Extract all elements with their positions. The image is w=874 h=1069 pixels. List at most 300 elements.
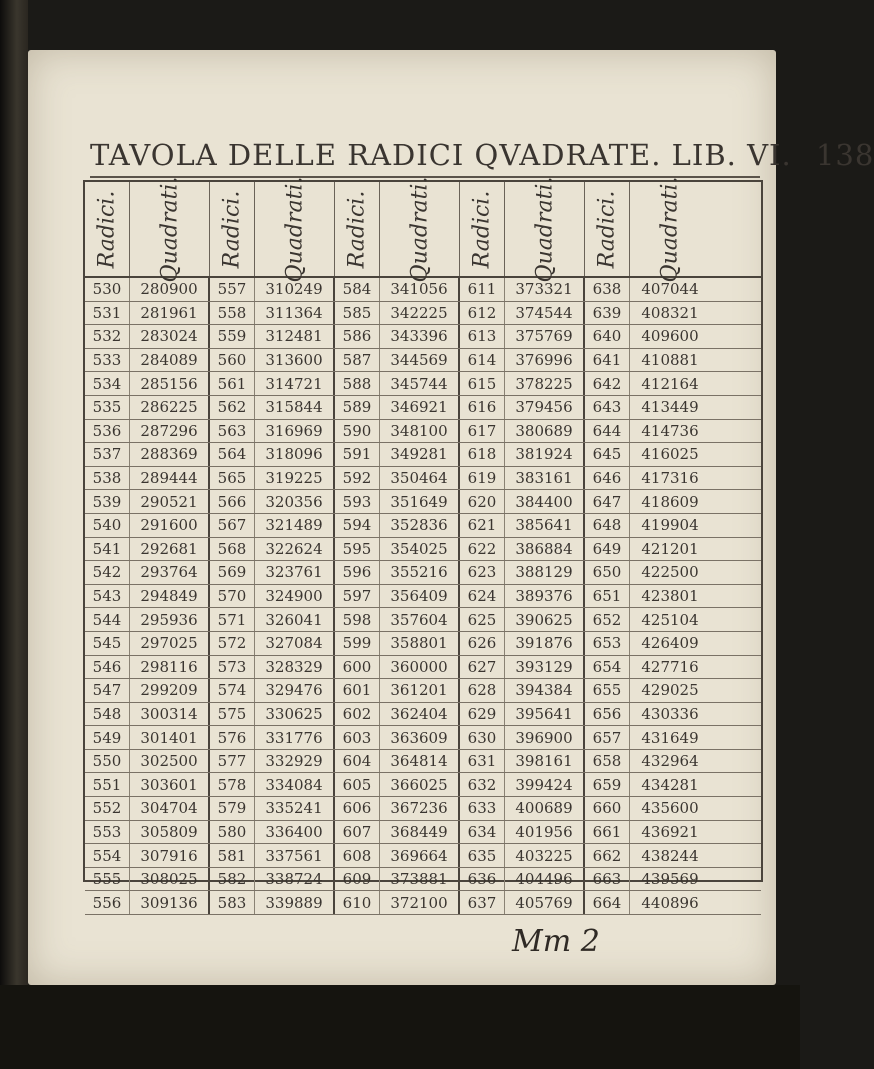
square-cell: 313600 bbox=[255, 349, 335, 372]
square-cell: 375769 bbox=[505, 325, 585, 348]
square-cell: 412164 bbox=[641, 374, 699, 393]
square-cell: 297025 bbox=[130, 632, 210, 655]
table-row bbox=[85, 302, 761, 326]
dark-background bbox=[0, 985, 800, 1069]
root-cell: 556 bbox=[85, 891, 130, 914]
root-cell: 605 bbox=[335, 773, 380, 796]
root-cell: 598 bbox=[335, 608, 380, 631]
square-cell: 292681 bbox=[130, 538, 210, 561]
square-cell: 344569 bbox=[380, 349, 460, 372]
root-cell: 607 bbox=[335, 821, 380, 844]
root-cell: 628 bbox=[460, 679, 505, 702]
square-cell: 426409 bbox=[641, 634, 699, 653]
square-cell: 280900 bbox=[130, 278, 210, 301]
square-cell: 310249 bbox=[255, 278, 335, 301]
root-cell: 602 bbox=[335, 703, 380, 726]
root-cell: 551 bbox=[85, 773, 130, 796]
root-cell: 662 bbox=[585, 844, 630, 867]
square-cell: 309136 bbox=[130, 891, 210, 914]
square-cell: 288369 bbox=[130, 443, 210, 466]
root-cell: 577 bbox=[210, 750, 255, 773]
root-cell: 644 bbox=[585, 420, 630, 443]
root-cell: 531 bbox=[85, 302, 130, 325]
root-cell: 625 bbox=[460, 608, 505, 631]
square-cell: 439569 bbox=[641, 870, 699, 889]
page-number: 138 bbox=[815, 138, 874, 172]
root-cell: 550 bbox=[85, 750, 130, 773]
root-cell: 568 bbox=[210, 538, 255, 561]
square-cell: 305809 bbox=[130, 821, 210, 844]
square-cell: 314721 bbox=[255, 372, 335, 395]
square-cell: 322624 bbox=[255, 538, 335, 561]
header-label: Radici. bbox=[469, 190, 495, 268]
table-row bbox=[85, 868, 761, 892]
root-cell: 627 bbox=[460, 656, 505, 679]
root-cell: 571 bbox=[210, 608, 255, 631]
root-cell: 603 bbox=[335, 726, 380, 749]
root-cell: 600 bbox=[335, 656, 380, 679]
root-cell: 601 bbox=[335, 679, 380, 702]
root-cell: 544 bbox=[85, 608, 130, 631]
square-cell: 345744 bbox=[380, 372, 460, 395]
signature-mark: Mm 2 bbox=[512, 924, 600, 959]
root-cell: 572 bbox=[210, 632, 255, 655]
root-cell: 640 bbox=[585, 325, 630, 348]
table-row bbox=[85, 632, 761, 656]
root-cell: 643 bbox=[585, 396, 630, 419]
root-cell: 663 bbox=[585, 868, 630, 891]
root-cell: 647 bbox=[585, 490, 630, 513]
root-cell: 646 bbox=[585, 467, 630, 490]
square-cell: 329476 bbox=[255, 679, 335, 702]
table-row bbox=[85, 514, 761, 538]
square-cell: 373881 bbox=[380, 868, 460, 891]
table-row bbox=[85, 396, 761, 420]
table-row bbox=[85, 349, 761, 373]
square-cell: 351649 bbox=[380, 490, 460, 513]
table-row bbox=[85, 703, 761, 727]
square-cell: 383161 bbox=[505, 467, 585, 490]
root-cell: 615 bbox=[460, 372, 505, 395]
root-cell: 664 bbox=[585, 891, 630, 914]
root-cell: 570 bbox=[210, 585, 255, 608]
root-cell: 618 bbox=[460, 443, 505, 466]
root-cell: 548 bbox=[85, 703, 130, 726]
root-cell: 638 bbox=[585, 278, 630, 301]
square-cell: 423801 bbox=[641, 587, 699, 606]
root-cell: 579 bbox=[210, 797, 255, 820]
square-cell: 331776 bbox=[255, 726, 335, 749]
square-cell: 308025 bbox=[130, 868, 210, 891]
square-cell: 427716 bbox=[641, 657, 699, 676]
header-radici bbox=[85, 182, 130, 276]
root-cell: 589 bbox=[335, 396, 380, 419]
header-label: Quadrati. bbox=[532, 176, 558, 282]
root-cell: 606 bbox=[335, 797, 380, 820]
title-text: TAVOLA DELLE RADICI QVADRATE. LIB. VI. bbox=[90, 138, 792, 172]
square-cell: 404496 bbox=[505, 868, 585, 891]
square-cell: 318096 bbox=[255, 443, 335, 466]
header-radici bbox=[210, 182, 255, 276]
root-cell: 530 bbox=[85, 278, 130, 301]
square-cell: 413449 bbox=[641, 398, 699, 417]
square-cell: 316969 bbox=[255, 420, 335, 443]
square-cell: 338724 bbox=[255, 868, 335, 891]
square-cell: 293764 bbox=[130, 561, 210, 584]
root-cell: 654 bbox=[585, 656, 630, 679]
root-cell: 582 bbox=[210, 868, 255, 891]
header-quadrati bbox=[505, 176, 585, 282]
square-cell: 360000 bbox=[380, 656, 460, 679]
square-cell: 385641 bbox=[505, 514, 585, 537]
root-cell: 632 bbox=[460, 773, 505, 796]
square-cell: 394384 bbox=[505, 679, 585, 702]
root-cell: 633 bbox=[460, 797, 505, 820]
root-cell: 634 bbox=[460, 821, 505, 844]
square-cell: 391876 bbox=[505, 632, 585, 655]
square-cell: 419904 bbox=[641, 516, 699, 535]
root-cell: 611 bbox=[460, 278, 505, 301]
root-cell: 659 bbox=[585, 773, 630, 796]
root-cell: 636 bbox=[460, 868, 505, 891]
root-cell: 626 bbox=[460, 632, 505, 655]
square-cell: 311364 bbox=[255, 302, 335, 325]
table-row bbox=[85, 656, 761, 680]
square-cell: 368449 bbox=[380, 821, 460, 844]
square-cell: 398161 bbox=[505, 750, 585, 773]
root-cell: 660 bbox=[585, 797, 630, 820]
root-cell: 576 bbox=[210, 726, 255, 749]
root-cell: 574 bbox=[210, 679, 255, 702]
root-cell: 629 bbox=[460, 703, 505, 726]
table-row bbox=[85, 891, 761, 915]
square-cell: 326041 bbox=[255, 608, 335, 631]
root-cell: 561 bbox=[210, 372, 255, 395]
square-cell: 298116 bbox=[130, 656, 210, 679]
root-cell: 597 bbox=[335, 585, 380, 608]
square-cell: 328329 bbox=[255, 656, 335, 679]
square-cell: 301401 bbox=[130, 726, 210, 749]
header-quadrati bbox=[255, 176, 335, 282]
square-cell: 408321 bbox=[641, 303, 699, 322]
root-cell: 536 bbox=[85, 420, 130, 443]
root-cell: 547 bbox=[85, 679, 130, 702]
root-cell: 653 bbox=[585, 632, 630, 655]
square-cell: 289444 bbox=[130, 467, 210, 490]
square-cell: 366025 bbox=[380, 773, 460, 796]
header-label: Quadrati. bbox=[657, 176, 683, 282]
square-cell: 320356 bbox=[255, 490, 335, 513]
root-cell: 645 bbox=[585, 443, 630, 466]
root-cell: 581 bbox=[210, 844, 255, 867]
square-cell: 336400 bbox=[255, 821, 335, 844]
square-cell: 380689 bbox=[505, 420, 585, 443]
root-cell: 661 bbox=[585, 821, 630, 844]
header-quadrati bbox=[380, 176, 460, 282]
square-cell: 376996 bbox=[505, 349, 585, 372]
root-cell: 596 bbox=[335, 561, 380, 584]
root-cell: 578 bbox=[210, 773, 255, 796]
square-cell: 436921 bbox=[641, 822, 699, 841]
header-label: Quadrati. bbox=[407, 176, 433, 282]
square-cell: 388129 bbox=[505, 561, 585, 584]
root-cell: 537 bbox=[85, 443, 130, 466]
square-cell: 323761 bbox=[255, 561, 335, 584]
square-cell: 327084 bbox=[255, 632, 335, 655]
square-cell: 389376 bbox=[505, 585, 585, 608]
square-cell: 284089 bbox=[130, 349, 210, 372]
root-cell: 545 bbox=[85, 632, 130, 655]
root-cell: 657 bbox=[585, 726, 630, 749]
square-cell: 303601 bbox=[130, 773, 210, 796]
table-row bbox=[85, 372, 761, 396]
root-cell: 558 bbox=[210, 302, 255, 325]
root-cell: 553 bbox=[85, 821, 130, 844]
square-cell: 302500 bbox=[130, 750, 210, 773]
square-cell: 417316 bbox=[641, 469, 699, 488]
root-cell: 535 bbox=[85, 396, 130, 419]
square-cell: 393129 bbox=[505, 656, 585, 679]
square-cell: 400689 bbox=[505, 797, 585, 820]
square-cell: 438244 bbox=[641, 846, 699, 865]
square-cell: 361201 bbox=[380, 679, 460, 702]
root-cell: 594 bbox=[335, 514, 380, 537]
root-cell: 620 bbox=[460, 490, 505, 513]
square-cell: 425104 bbox=[641, 610, 699, 629]
root-cell: 624 bbox=[460, 585, 505, 608]
square-cell: 343396 bbox=[380, 325, 460, 348]
square-cell: 356409 bbox=[380, 585, 460, 608]
square-cell: 300314 bbox=[130, 703, 210, 726]
root-cell: 546 bbox=[85, 656, 130, 679]
root-cell: 649 bbox=[585, 538, 630, 561]
square-cell: 379456 bbox=[505, 396, 585, 419]
root-cell: 591 bbox=[335, 443, 380, 466]
square-cell: 315844 bbox=[255, 396, 335, 419]
root-cell: 563 bbox=[210, 420, 255, 443]
root-cell: 567 bbox=[210, 514, 255, 537]
square-cell: 390625 bbox=[505, 608, 585, 631]
square-cell: 409600 bbox=[641, 327, 699, 346]
root-cell: 608 bbox=[335, 844, 380, 867]
root-cell: 599 bbox=[335, 632, 380, 655]
root-cell: 622 bbox=[460, 538, 505, 561]
square-cell: 373321 bbox=[505, 278, 585, 301]
table-header-row bbox=[85, 176, 761, 282]
table-row bbox=[85, 844, 761, 868]
square-cell: 335241 bbox=[255, 797, 335, 820]
root-cell: 539 bbox=[85, 490, 130, 513]
square-cell: 363609 bbox=[380, 726, 460, 749]
square-cell: 290521 bbox=[130, 490, 210, 513]
table-row bbox=[85, 750, 761, 774]
root-cell: 590 bbox=[335, 420, 380, 443]
table-row bbox=[85, 585, 761, 609]
root-cell: 623 bbox=[460, 561, 505, 584]
root-cell: 560 bbox=[210, 349, 255, 372]
root-cell: 613 bbox=[460, 325, 505, 348]
square-cell: 319225 bbox=[255, 467, 335, 490]
table-row bbox=[85, 420, 761, 444]
square-cell: 332929 bbox=[255, 750, 335, 773]
root-cell: 533 bbox=[85, 349, 130, 372]
square-cell: 295936 bbox=[130, 608, 210, 631]
square-cell: 339889 bbox=[255, 891, 335, 914]
root-cell: 631 bbox=[460, 750, 505, 773]
root-cell: 619 bbox=[460, 467, 505, 490]
square-cell: 381924 bbox=[505, 443, 585, 466]
root-cell: 559 bbox=[210, 325, 255, 348]
root-cell: 614 bbox=[460, 349, 505, 372]
square-cell: 395641 bbox=[505, 703, 585, 726]
root-cell: 534 bbox=[85, 372, 130, 395]
square-cell: 294849 bbox=[130, 585, 210, 608]
root-cell: 557 bbox=[210, 278, 255, 301]
root-cell: 540 bbox=[85, 514, 130, 537]
root-cell: 543 bbox=[85, 585, 130, 608]
root-cell: 573 bbox=[210, 656, 255, 679]
root-cell: 650 bbox=[585, 561, 630, 584]
square-cell: 372100 bbox=[380, 891, 460, 914]
root-cell: 564 bbox=[210, 443, 255, 466]
root-cell: 651 bbox=[585, 585, 630, 608]
square-cell: 334084 bbox=[255, 773, 335, 796]
square-cell: 286225 bbox=[130, 396, 210, 419]
root-cell: 580 bbox=[210, 821, 255, 844]
table-row bbox=[85, 608, 761, 632]
root-cell: 532 bbox=[85, 325, 130, 348]
square-cell: 399424 bbox=[505, 773, 585, 796]
header-radici bbox=[460, 182, 505, 276]
square-cell: 346921 bbox=[380, 396, 460, 419]
root-cell: 584 bbox=[335, 278, 380, 301]
root-cell: 592 bbox=[335, 467, 380, 490]
root-cell: 588 bbox=[335, 372, 380, 395]
root-cell: 595 bbox=[335, 538, 380, 561]
root-cell: 566 bbox=[210, 490, 255, 513]
square-cell: 432964 bbox=[641, 752, 699, 771]
square-cell: 421201 bbox=[641, 539, 699, 558]
table-row bbox=[85, 821, 761, 845]
square-cell: 285156 bbox=[130, 372, 210, 395]
root-cell: 609 bbox=[335, 868, 380, 891]
table-row bbox=[85, 679, 761, 703]
square-cell: 369664 bbox=[380, 844, 460, 867]
root-cell: 583 bbox=[210, 891, 255, 914]
square-cell: 418609 bbox=[641, 492, 699, 511]
square-cell: 287296 bbox=[130, 420, 210, 443]
root-cell: 616 bbox=[460, 396, 505, 419]
root-cell: 621 bbox=[460, 514, 505, 537]
square-cell: 407044 bbox=[641, 280, 699, 299]
squares-table bbox=[83, 176, 763, 912]
root-cell: 549 bbox=[85, 726, 130, 749]
root-cell: 554 bbox=[85, 844, 130, 867]
header-radici bbox=[335, 182, 380, 276]
square-cell: 304704 bbox=[130, 797, 210, 820]
square-cell: 378225 bbox=[505, 372, 585, 395]
page-header bbox=[60, 80, 874, 175]
book-spine bbox=[0, 0, 28, 1069]
root-cell: 593 bbox=[335, 490, 380, 513]
table-row bbox=[85, 773, 761, 797]
root-cell: 656 bbox=[585, 703, 630, 726]
square-cell: 324900 bbox=[255, 585, 335, 608]
table-row bbox=[85, 561, 761, 585]
table-row bbox=[85, 325, 761, 349]
square-cell: 396900 bbox=[505, 726, 585, 749]
root-cell: 652 bbox=[585, 608, 630, 631]
root-cell: 642 bbox=[585, 372, 630, 395]
root-cell: 542 bbox=[85, 561, 130, 584]
square-cell: 429025 bbox=[641, 681, 699, 700]
square-cell: 430336 bbox=[641, 704, 699, 723]
square-cell: 410881 bbox=[641, 351, 699, 370]
square-cell: 321489 bbox=[255, 514, 335, 537]
table-row bbox=[85, 538, 761, 562]
table-row bbox=[85, 797, 761, 821]
square-cell: 349281 bbox=[380, 443, 460, 466]
square-cell: 422500 bbox=[641, 563, 699, 582]
root-cell: 575 bbox=[210, 703, 255, 726]
root-cell: 569 bbox=[210, 561, 255, 584]
square-cell: 386884 bbox=[505, 538, 585, 561]
square-cell: 374544 bbox=[505, 302, 585, 325]
root-cell: 639 bbox=[585, 302, 630, 325]
square-cell: 281961 bbox=[130, 302, 210, 325]
header-label: Quadrati. bbox=[157, 176, 183, 282]
root-cell: 565 bbox=[210, 467, 255, 490]
header-label: Radici. bbox=[594, 190, 620, 268]
header-label: Radici. bbox=[344, 190, 370, 268]
square-cell: 341056 bbox=[380, 278, 460, 301]
root-cell: 552 bbox=[85, 797, 130, 820]
square-cell: 405769 bbox=[505, 891, 585, 914]
square-cell: 354025 bbox=[380, 538, 460, 561]
header-quadrati bbox=[630, 176, 710, 282]
square-cell: 283024 bbox=[130, 325, 210, 348]
square-cell: 350464 bbox=[380, 467, 460, 490]
root-cell: 555 bbox=[85, 868, 130, 891]
square-cell: 384400 bbox=[505, 490, 585, 513]
square-cell: 414736 bbox=[641, 421, 699, 440]
square-cell: 312481 bbox=[255, 325, 335, 348]
table-body bbox=[85, 278, 761, 915]
root-cell: 541 bbox=[85, 538, 130, 561]
root-cell: 586 bbox=[335, 325, 380, 348]
table-row bbox=[85, 467, 761, 491]
square-cell: 358801 bbox=[380, 632, 460, 655]
root-cell: 538 bbox=[85, 467, 130, 490]
page-title bbox=[90, 138, 874, 172]
square-cell: 307916 bbox=[130, 844, 210, 867]
header-radici bbox=[585, 182, 630, 276]
root-cell: 562 bbox=[210, 396, 255, 419]
header-quadrati bbox=[130, 176, 210, 282]
root-cell: 658 bbox=[585, 750, 630, 773]
root-cell: 630 bbox=[460, 726, 505, 749]
square-cell: 299209 bbox=[130, 679, 210, 702]
root-cell: 587 bbox=[335, 349, 380, 372]
root-cell: 585 bbox=[335, 302, 380, 325]
table-row bbox=[85, 490, 761, 514]
root-cell: 648 bbox=[585, 514, 630, 537]
square-cell: 431649 bbox=[641, 728, 699, 747]
square-cell: 416025 bbox=[641, 445, 699, 464]
root-cell: 637 bbox=[460, 891, 505, 914]
square-cell: 435600 bbox=[641, 799, 699, 818]
header-label: Radici. bbox=[219, 190, 245, 268]
